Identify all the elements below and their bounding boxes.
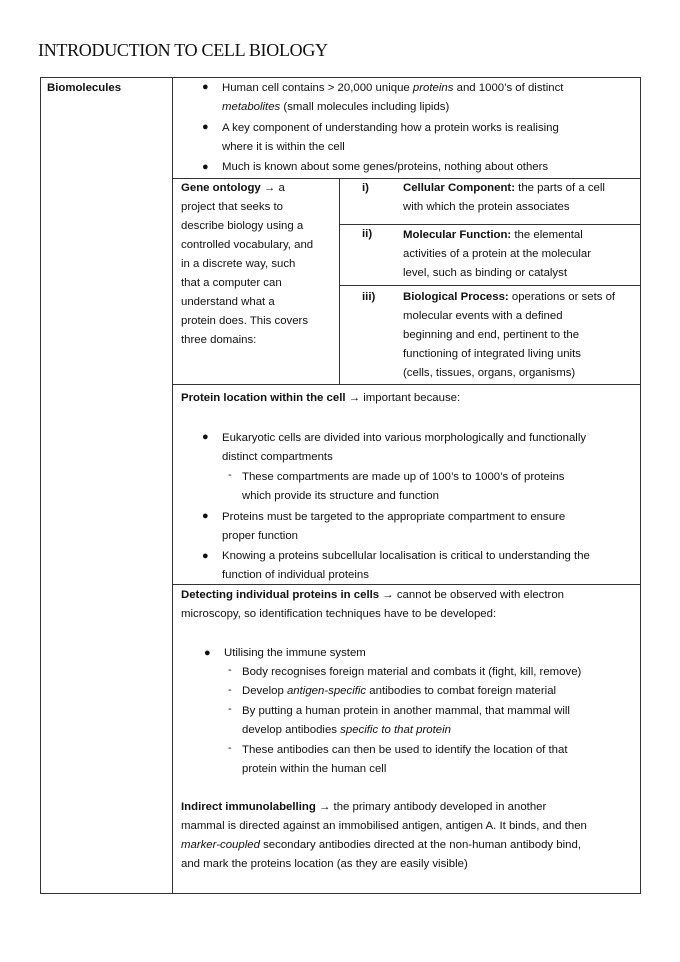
bullet-icon: ● [202,550,209,562]
detecting-bullet: Utilising the immune system [224,647,366,659]
gene-ontology-line: protein does. This covers [181,315,309,327]
location-bullet-1-cont: distinct compartments [222,451,333,463]
gene-ontology-line: that a computer can [181,277,282,289]
gene-ontology-line: three domains: [181,334,257,346]
location-bullet-2: Proteins must be targeted to the appropriate compartment to ensure [222,511,566,523]
domain-number: iii) [362,291,376,303]
domain-molecular-function: Molecular Function: the elemental [403,229,583,241]
location-bullet-3-cont: function of individual proteins [222,569,369,581]
domain-cellular-component: Cellular Component: the parts of a cell [403,182,605,194]
protein-location-heading: Protein location within the cell → important because: [181,392,461,404]
indirect-line-2: mammal is directed against an immobilised antigen, antigen A. It binds, and then [181,820,587,832]
domain-line: activities of a protein at the molecular [403,248,592,260]
intro-bullet-2-cont: where it is within the cell [222,141,345,153]
detecting-sub-2: Develop antigen-specific antibodies to combat foreign material [242,685,557,697]
intro-bullet-1: Human cell contains > 20,000 unique proteins and 1000’s of distinct [222,82,564,94]
page-title: INTRODUCTION TO CELL BIOLOGY [38,40,328,60]
subcolumn-divider [339,178,340,384]
bullet-icon: ● [202,81,209,93]
domain-line: molecular events with a defined [403,310,563,322]
bullet-icon: ● [204,647,211,659]
domain-line: functioning of integrated living units [403,348,581,360]
detecting-sub-4-cont: protein within the human cell [242,763,387,775]
indirect-line-3: marker-coupled secondary antibodies directed at the non-human antibody bind, [181,839,581,851]
gene-ontology-heading: Gene ontology → a [181,182,285,194]
dash-icon: - [228,469,232,481]
location-bullet-3: Knowing a proteins subcellular localisation is critical to understanding the [222,550,590,562]
gene-ontology-line: controlled vocabulary, and [181,239,314,251]
dash-icon: - [228,684,232,696]
dash-icon: - [228,703,232,715]
domain-divider [339,285,641,286]
column-divider [172,77,173,894]
domain-number: ii) [362,228,373,240]
intro-bullet-2: A key component of understanding how a protein works is realising [222,122,559,134]
detecting-heading: Detecting individual proteins in cells → cannot be observed with electron [181,589,565,601]
detecting-sub-4: These antibodies can then be used to identify the location of that [242,744,568,756]
domain-line: beginning and end, pertinent to the [403,329,580,341]
location-bullet-2-cont: proper function [222,530,298,542]
location-sub-1-cont: which provide its structure and function [242,490,439,502]
gene-ontology-line: understand what a [181,296,275,308]
intro-bullet-3: Much is known about some genes/proteins, nothing about others [222,161,549,173]
detecting-sub-3: By putting a human protein in another mammal, that mammal will [242,705,570,717]
domain-line: with which the protein associates [403,201,570,213]
dash-icon: - [228,742,232,754]
detecting-line-2: microscopy, so identification techniques have to be developed: [181,608,497,620]
detecting-sub-1: Body recognises foreign material and combats it (fight, kill, remove) [242,666,582,678]
bullet-icon: ● [202,161,209,173]
intro-bullet-1-cont: metabolites (small molecules including lipids) [222,101,450,113]
domain-line: level, such as binding or catalyst [403,267,567,279]
domain-line: (cells, tissues, organs, organisms) [403,367,576,379]
domain-divider [339,224,641,225]
detecting-sub-3-cont: develop antibodies specific to that protein [242,724,451,736]
location-bullet-1: Eukaryotic cells are divided into various morphologically and functionally [222,432,587,444]
location-sub-1: These compartments are made up of 100’s to 1000’s of proteins [242,471,565,483]
domain-biological-process: Biological Process: operations or sets of [403,291,616,303]
row-divider [172,384,641,385]
indirect-heading: Indirect immunolabelling → the primary antibody developed in another [181,801,547,813]
bullet-icon: ● [202,431,209,443]
indirect-line-4: and mark the proteins location (as they are easily visible) [181,858,468,870]
gene-ontology-line: project that seeks to [181,201,283,213]
dash-icon: - [228,664,232,676]
gene-ontology-line: describe biology using a [181,220,304,232]
bullet-icon: ● [202,510,209,522]
bullet-icon: ● [202,121,209,133]
row-label: Biomolecules [47,82,122,94]
domain-number: i) [362,182,369,194]
gene-ontology-line: in a discrete way, such [181,258,296,270]
